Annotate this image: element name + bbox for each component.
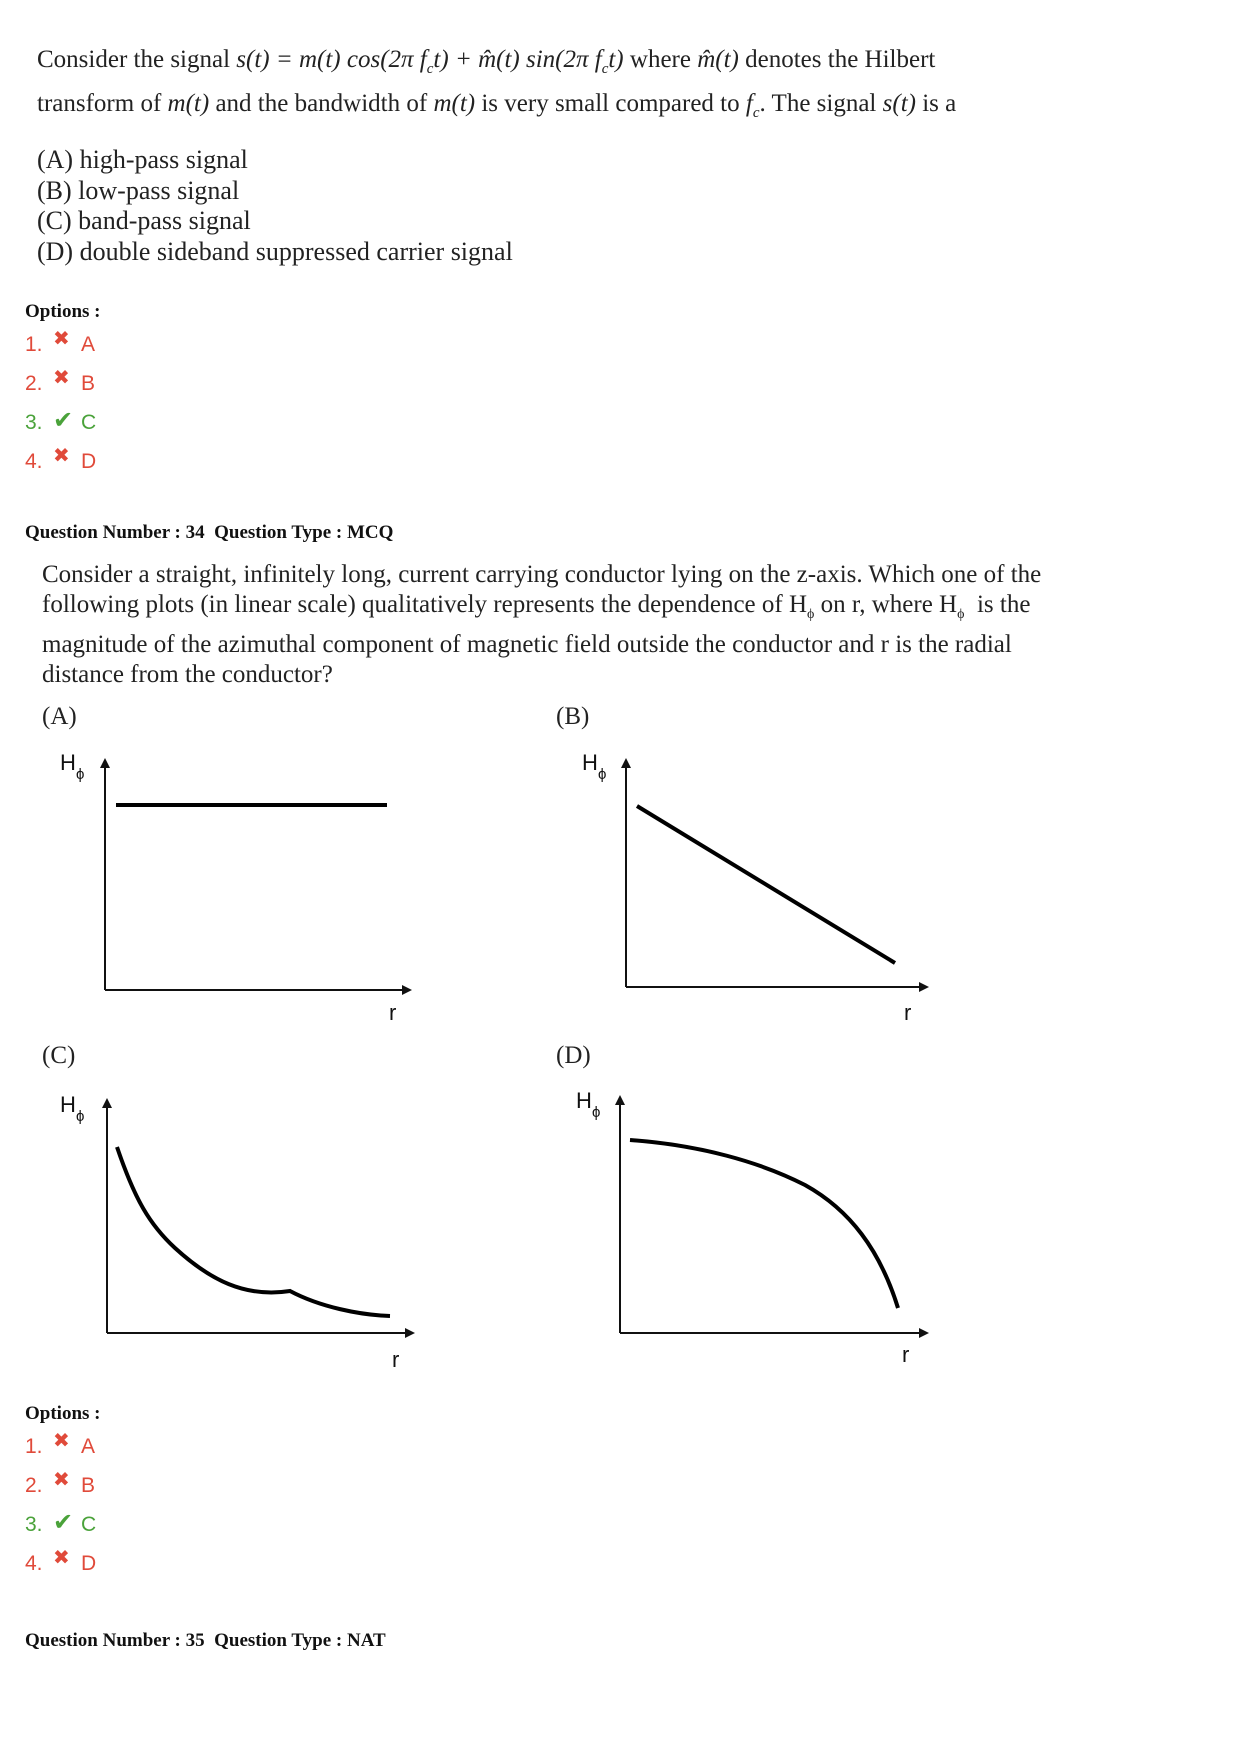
- plot-b-curve: [637, 806, 895, 963]
- q33-option-1[interactable]: 1. ✖ A: [25, 331, 96, 359]
- plot-d-xlabel: r: [902, 1342, 910, 1367]
- plot-c: [60, 1092, 413, 1372]
- q34-stem: [42, 560, 1041, 690]
- q34-options-list: [25, 1430, 97, 1578]
- plot-c-label: (C): [42, 1042, 76, 1069]
- q35-header: Question Number : 35 Question Type : NAT: [25, 1630, 386, 1651]
- q33-choice-b: (B) low-pass signal: [37, 175, 240, 205]
- plot-a-ylabel: H: [60, 750, 76, 775]
- plot-b-ylabel-sub: ϕ: [598, 766, 607, 783]
- q33-stem-line-2: transform of m(t) and the bandwidth of m(t) is very small compared to $f_c$. The signal s(t) is a: [37, 90, 957, 121]
- plot-c-ylabel: H: [60, 1092, 76, 1117]
- plot-c-ylabel-sub: ϕ: [76, 1108, 85, 1125]
- q34-stem-line-1: Consider a straight, infinitely long, current carrying conductor lying on the z-axis. Which one of the: [42, 561, 1042, 588]
- plot-a: [60, 750, 410, 1025]
- cross-icon: ✖: [53, 1469, 70, 1491]
- plot-c-curve: [117, 1147, 390, 1316]
- plot-d-label: (D): [556, 1042, 591, 1069]
- q33-choice-a: (A) high-pass signal: [37, 145, 248, 174]
- plot-b-xlabel: r: [904, 1000, 912, 1025]
- plot-d-curve: [630, 1140, 898, 1308]
- q33-options-list: [25, 328, 97, 476]
- q34-options-label: Options :: [25, 1403, 101, 1424]
- cross-icon: ✖: [53, 328, 70, 350]
- q34-plots-figure: [0, 730, 1240, 1380]
- plot-b-label: (B): [556, 703, 590, 730]
- q33-choice-c: (C) band-pass signal: [37, 206, 251, 235]
- checkmark-icon: ✔: [53, 407, 74, 434]
- q33-stem-line-1: Consider the signal s(t) = m(t) cos(2π $f_ct$) + m̂(t) sin(2π $f_ct$) where m̂(t) denotes the Hilbert: [37, 46, 936, 77]
- cross-icon: ✖: [53, 367, 70, 389]
- plot-d: [576, 1088, 927, 1367]
- q34-option-4[interactable]: 4. ✖ D: [25, 1550, 96, 1578]
- q34-stem-line-3: magnitude of the azimuthal component of magnetic field outside the conductor and r is the radial: [42, 631, 1012, 658]
- cross-icon: ✖: [53, 445, 70, 467]
- q33-option-2[interactable]: 2. ✖ B: [25, 370, 96, 398]
- q33-choice-d: (D) double sideband suppressed carrier signal: [37, 236, 513, 266]
- q33-option-3[interactable]: 3. ✔ C: [25, 407, 97, 434]
- plot-d-ylabel: H: [576, 1088, 592, 1113]
- cross-icon: ✖: [53, 1547, 70, 1569]
- q34-header: Question Number : 34 Question Type : MCQ: [25, 522, 394, 543]
- q34-stem-line-4: distance from the conductor?: [42, 661, 333, 688]
- q34-option-3[interactable]: 3. ✔ C: [25, 1509, 97, 1536]
- q34-option-1[interactable]: 1. ✖ A: [25, 1433, 96, 1461]
- q34-stem-line-2: following plots (in linear scale) qualitatively represents the dependence of $H_\phi$ on r, where $H_\phi$ is the: [42, 591, 1031, 622]
- plot-c-xlabel: r: [392, 1347, 400, 1372]
- q33-option-4[interactable]: 4. ✖ D: [25, 448, 96, 476]
- q33-options-label: Options :: [25, 301, 101, 322]
- q34-option-2[interactable]: 2. ✖ B: [25, 1472, 96, 1500]
- checkmark-icon: ✔: [53, 1509, 74, 1536]
- plot-a-ylabel-sub: ϕ: [76, 766, 85, 783]
- plot-a-label: (A): [42, 703, 77, 730]
- q33-choices: [37, 145, 513, 267]
- plot-a-xlabel: r: [389, 1000, 397, 1025]
- plot-b-ylabel: H: [582, 750, 598, 775]
- cross-icon: ✖: [53, 1430, 70, 1452]
- plot-b: [582, 750, 927, 1025]
- plot-d-ylabel-sub: ϕ: [592, 1104, 601, 1121]
